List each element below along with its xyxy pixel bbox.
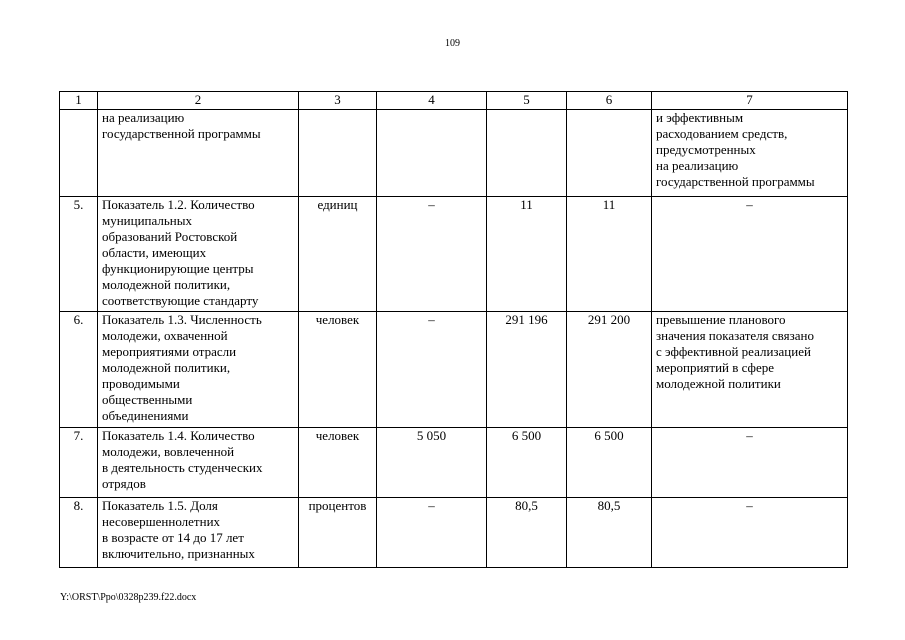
note-cell: – [652,197,848,312]
value-col5-cell [487,110,567,197]
value-col6-cell: 291 200 [567,312,652,428]
indicator-name-cell: Показатель 1.3. Численность молодежи, охваченной мероприятиями отрасли молодежной политики, проводимыми общественными объединениями [98,312,299,428]
value-col5-cell: 291 196 [487,312,567,428]
column-header: 2 [98,92,299,110]
column-header: 1 [60,92,98,110]
value-col4-cell [377,110,487,197]
table-row [60,197,848,312]
indicator-name-cell: на реализацию государственной программы [98,110,299,197]
value-col6-cell: 11 [567,197,652,312]
row-number-cell: 8. [60,498,98,568]
column-header: 6 [567,92,652,110]
row-number-cell: 7. [60,428,98,498]
column-header: 7 [652,92,848,110]
note-cell: и эффективным расходованием средств, предусмотренных на реализацию государственной программы [652,110,848,197]
column-number-header-row [60,92,848,110]
row-number-cell [60,110,98,197]
unit-cell: человек [299,312,377,428]
indicator-name-cell: Показатель 1.5. Доля несовершеннолетних в возрасте от 14 до 17 лет включительно, признанных [98,498,299,568]
indicator-name-cell: Показатель 1.2. Количество муниципальных образований Ростовской области, имеющих функционирующие центры молодежной политики, соответствующие стандарту [98,197,299,312]
column-header: 3 [299,92,377,110]
note-cell: – [652,498,848,568]
table-row [60,428,848,498]
note-cell: – [652,428,848,498]
row-number-cell: 6. [60,312,98,428]
row-number-cell: 5. [60,197,98,312]
value-col6-cell: 6 500 [567,428,652,498]
unit-cell [299,110,377,197]
page-number: 109 [445,38,460,49]
value-col4-cell: – [377,498,487,568]
value-col4-cell: – [377,197,487,312]
note-cell: превышение планового значения показателя связано с эффективной реализацией мероприятий в сфере молодежной политики [652,312,848,428]
value-col4-cell: – [377,312,487,428]
unit-cell: единиц [299,197,377,312]
unit-cell: человек [299,428,377,498]
indicators-table [59,91,848,568]
indicator-name-cell: Показатель 1.4. Количество молодежи, вовлеченной в деятельность студенческих отрядов [98,428,299,498]
column-header: 4 [377,92,487,110]
value-col6-cell: 80,5 [567,498,652,568]
table-row [60,498,848,568]
value-col4-cell: 5 050 [377,428,487,498]
value-col6-cell [567,110,652,197]
table-row [60,110,848,197]
unit-cell: процентов [299,498,377,568]
table-row [60,312,848,428]
value-col5-cell: 11 [487,197,567,312]
file-path-footer: Y:\ORST\Ppo\0328p239.f22.docx [60,592,197,603]
value-col5-cell: 80,5 [487,498,567,568]
column-header: 5 [487,92,567,110]
value-col5-cell: 6 500 [487,428,567,498]
